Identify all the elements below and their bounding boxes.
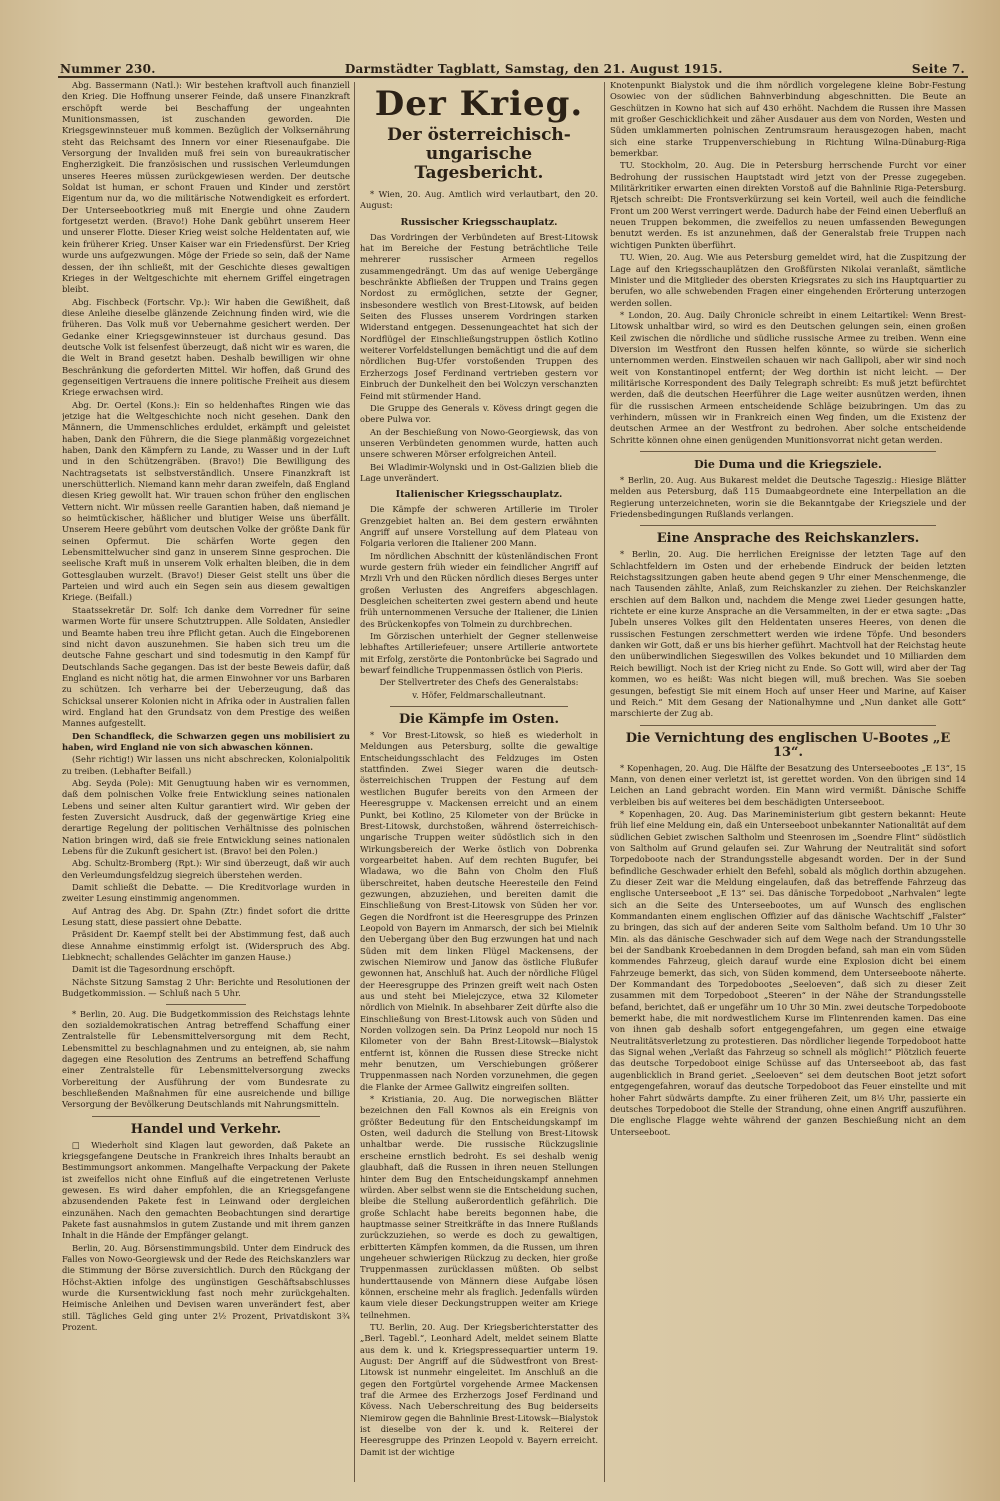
paragraph: Auf Antrag des Abg. Dr. Spahn (Ztr.) findet sofort die dritte Lesung statt, diese passiert ohne Debatte. (62, 905, 350, 928)
paragraph: TU. Berlin, 20. Aug. Der Kriegsberichterstatter des „Berl. Tagebl.“, Leonhard Adelt, meldet seinem Blatte aus dem k. und k. Kriegspressequartier unterm 19. August: Der Angriff auf die Südwestfront von Brest-Litowsk ist nunmehr eingeleitet. Im Anschluß an die gegen den Fortgürtel vorgehende Armee Mackensen traf die Armee des Erzherzogs Josef Ferdinand und Kövess. Nach Ueberschreitung des Bug beiderseits Niemirow gegen die Bahnlinie Brest-Litowsk—Bialystok ist dieselbe von der k. und k. Reiterei der Heeresgruppe des Prinzen Leopold v. Bayern erreicht. Damit ist der wichtige (360, 1321, 598, 1457)
paragraph: * Kristiania, 20. Aug. Die norwegischen Blätter bezeichnen den Fall Kownos als ein Ereignis von größter Bedeutung für den Entscheidungskampf im Osten, weil dadurch die Stellung von Brest-Litowsk unhaltbar werde. Die russische Rückzugslinie erscheine ernstlich bedroht. Es sei deshalb wenig glaubhaft, daß die Russen in ihren neuen Stellungen hinter dem Bug den Entscheidungskampf annehmen würden. Aber selbst wenn sie die Entscheidung suchen, bleibe die Stellung außerordentlich gefährlich. Die große Schlacht habe bereits begonnen habe, die hauptmasse seiner Streitkräfte in das Innere Rußlands zurückzuziehen, so werde es doch zu gewaltigen, erbitterten Kämpfen kommen, da die Russen, um ihren ungeheuer schwierigen Rückzug zu decken, hier große Truppenmassen zurücklassen müßten. Ob selbst hunderttausende von Männern diese Aufgabe lösen können, erscheine mehr als fraglich. Jedenfalls würden kaum viele dieser Deckungstruppen weiter am Kriege teilnehmen. (360, 1094, 598, 1320)
paragraph: Das Vordringen der Verbündeten auf Brest-Litowsk hat im Bereiche der Festung beträchtliche Teile mehrerer russischer Armeen regellos zusammengedrängt. Um das auf wenige Uebergänge beschränkte Abfließen der Truppen und Trains gegen Nordost zu ermöglichen, setzte der Gegner, insbesondere westlich von Brest-Litowsk, auf beiden Seiten des Flusses unserem Vordringen starken Widerstand entgegen. Dessenungeachtet hat sich der Nordflügel der Einschließungstruppen östlich Kotlino weiterer Vorfeldstellungen bemächtigt und die auf dem nördlichen Bug-Ufer vorstoßenden Truppen des Erzherzogs Josef Ferdinand vertrieben gestern vor Einbruch der Dunkelheit den bei Wolczyn verschanzten Feind mit stürmender Hand. (360, 231, 598, 401)
paragraph: Abg. Schultz-Bromberg (Rpt.): Wir sind überzeugt, daß wir auch den Verleumdungsfeldzug siegreich überstehen werden. (62, 858, 350, 880)
column-2 (360, 80, 598, 1485)
paragraph: (Sehr richtig!) Wir lassen uns nicht abschrecken, Kolonialpolitik zu treiben. (Lebhafter Beifall.) (62, 754, 350, 776)
page-number: Seite 7. (911, 62, 965, 76)
issue-number: Nummer 230. (60, 62, 156, 76)
paragraph: * London, 20. Aug. Daily Chronicle schreibt in einem Leitartikel: Wenn Brest-Litowsk unhaltbar wird, so wird es den Deutschen gelungen sein, einen großen Keil zwischen die nördliche und südliche russische Armee zu treiben. Wenn eine Diversion im Westfront den Russen helfen könnte, so würde sie sicherlich unternommen werden. Einstweilen schauen wir nach Gallipoli, aber wir sind noch weit von Konstantinopel entfernt; der Weg dorthin ist nicht leicht. — Der militärische Korrespondent des Daily Telegraph schreibt: Es muß jetzt befürchtet werden, daß die deutschen Heerführer die Lage weiter ausnützen werden, ihnen für die russischen Armeen entscheidende Schläge beizubringen. Um das zu verhindern, müssen wir in Frankreich einen Weg finden, um die Existenz der deutschen Armee an der Westfront zu bedrohen. Aber solche entscheidende Schritte können ohne einen genügenden Munitionsvorrat nicht getan werden. (610, 309, 966, 445)
page-header (60, 52, 965, 76)
section-heading-uboot: Die Vernichtung des englischen U-Bootes „E 13“. (625, 730, 951, 760)
section-heading-duma: Die Duma und die Kriegsziele. (694, 458, 882, 471)
paragraph: Berlin, 20. Aug. Börsenstimmungsbild. Unter dem Eindruck des Falles von Nowo-Georgiewsk und der Rede des Reichskanzlers war die Stimmung der Börse zuversichtlich. Durch den Rückgang der Höchst-Aktien infolge des ungünstigen Geschäftsabschlusses wurde die Kursentwicklung fast noch mehr zurückgehalten. Heimische Anleihen und Devisen waren unverändert fest, aber still. Tägliches Geld ging unter 2½ Prozent, Privatdiskont 3¾ Prozent. (62, 1242, 350, 1333)
paragraph: * Berlin, 20. Aug. Die Budgetkommission des Reichstags lehnte den sozialdemokratischen Antrag betreffend Schaffung einer Zentralstelle für Lebensmittelversorgung mit dem Recht, Lebensmittel zu beschlagnahmen und zu enteignen, ab, sie nahm dagegen eine Resolution des Zentrums an betreffend Schaffung einer Zentralstelle für Lebensmittelversorgung zwecks Vorbereitung der Ausführung der vom Bundesrate zu beschließenden Maßnahmen für eine ausreichende und billige Versorgung der Bevölkerung Deutschlands mit Nahrungsmitteln. (62, 1008, 350, 1110)
column-1 (62, 80, 350, 1485)
masthead-dateline: Darmstädter Tagblatt, Samstag, den 21. August 1915. (344, 62, 723, 76)
paragraph: Abg. Seyda (Pole): Mit Genugtuung haben wir es vernommen, daß dem polnischen Volke freie Entwicklung seines nationalen Lebens und seiner alten Kultur garantiert wird. Wir geben der festen Zuversicht Ausdruck, daß der gegenwärtige Krieg eine derartige Regelung der politischen Verhältnisse des polnischen Nation bringen wird, daß sie freie Entwicklung seines nationalen Lebens für die Zukunft gesichert ist. (Bravo! bei den Polen.) (62, 777, 350, 857)
paragraph: Die Gruppe des Generals v. Kövess dringt gegen die obere Pulwa vor. (360, 402, 598, 425)
section-heading-handel: Handel und Verkehr. (130, 1121, 282, 1137)
signature-line: Der Stellvertreter des Chefs des Generalstabs: (379, 677, 579, 688)
paragraph: Den Schandfleck, die Schwarzen gegen uns mobilisiert zu haben, wird England nie von sich abwaschen können. (62, 730, 350, 752)
paragraph: □ Wiederholt sind Klagen laut geworden, daß Pakete an kriegsgefangene Deutsche in Frankreich ihres Inhalts beraubt an Bestimmungsort ankommen. Mangelhafte Verpackung der Pakete ist zweifellos nicht ohne Einfluß auf die eingetretenen Verluste gewesen. Es wird daher empfohlen, die an Kriegsgefangene abzusendenden Pakete fest in Leinwand oder dergleichen einzunähen. Nach den gemachten Beobachtungen sind derartige Pakete fast ausnahmslos in gutem Zustande und mit ihrem ganzen Inhalt in die Hände der Empfänger gelangt. (62, 1139, 350, 1241)
section-heading-italian-front: Italienischer Kriegsschauplatz. (395, 489, 563, 501)
paragraph: Präsident Dr. Kaempf stellt bei der Abstimmung fest, daß auch diese Annahme einstimmig erfolgt ist. (Widerspruch des Abg. Liebknecht; schallendes Gelächter im ganzen Hause.) (62, 929, 350, 963)
separator (166, 1004, 246, 1005)
war-masthead: Der Krieg. (374, 84, 584, 124)
section-heading-russian-front: Russischer Kriegsschauplatz. (400, 216, 558, 228)
paragraph: Im Görzischen unterhielt der Gegner stellenweise lebhaftes Artilleriefeuer; unsere Artillerie antwortete mit Erfolg, zerstörte die Pontonbrücke bei Sagrado und bewarf feindliche Truppenmassen östlich von Pieris. (360, 631, 598, 676)
paragraph: * Vor Brest-Litowsk, so hieß es wiederholt in Meldungen aus Petersburg, sollte die gewaltige Entscheidungsschlacht des Feldzuges im Osten stattfinden. Zwei Sieger waren die deutsch-österreichischen Truppen der Festung auf dem westlichen Bugufer bereits von den Armeen der Heeresgruppe v. Mackensen erreicht und an einem Punkt, bei Kotlino, 25 Kilometer von der Brücke in Brest-Litowsk, durchstoßen, während österreichisch-ungarische Truppen weiter südöstlich sich in den Wirkungsbereich der Werke östlich von Dobrenka vorgearbeitet haben. Auf dem rechten Bugufer, bei Wladawa, wo die Bahn von Cholm den Fluß überschreitet, haben deutsche Heeresteile den Feind gezwungen, abzuziehen, und bereiten damit die Einschließung von Brest-Litowsk von Süden her vor. Gegen die Nordfront ist die Heeresgruppe des Prinzen Leopold von Bayern im Anmarsch, der sich bei Mielnik den Uebergang über den Bug erzwungen hat und nach Süden mit dem linken Flügel Mackensens, der zwischen Niemirow und Janow das östliche Flußufer gewonnen hat, Anschluß hat. Auch der nördliche Flügel der Heeresgruppe des Prinzen greift weit nach Osten aus und steht bei Mielejczyce, etwa 32 Kilometer nördlich von Mielnik. In absehbarer Zeit dürfte also die Einschließung von Brest-Litowsk auch von Süden und Norden vollzogen sein. Da Prinz Leopold nur noch 15 Kilometer von der Bahn Brest-Litowsk—Bialystok entfernt ist, können die Russen diese Strecke nicht mehr benutzen, um Verschiebungen größerer Truppenmassen nach Norden vorzunehmen, die gegen die Flanke der Armee Gallwitz eingreifen sollten. (360, 730, 598, 1092)
section-heading-east: Die Kämpfe im Osten. (398, 712, 560, 728)
column-divider-1 (354, 82, 355, 1482)
paragraph: Staatssekretär Dr. Solf: Ich danke dem Vorredner für seine warmen Worte für unsere Schutztruppen. Alle Soldaten, Ansiedler und Beamte haben treu ihre Pflicht getan. Auch die Eingeborenen sind nicht davon auszunehmen. Sie haben sich treu um die deutsche Fahne geschart und sind todesmutig in den Kampf für Deutschlands Sache gegangen. Das ist der beste Beweis dafür, daß England es nicht nötig hat, die armen Einwohner vor uns Barbaren zu schützen. Ich verharre bei der Ueberzeugung, daß das Schicksal unserer Kolonien nicht in Afrika oder in Australien fallen wird. England hat den Grundsatz von dem Prestige des weißen Mannes aufgestellt. (62, 604, 350, 729)
separator (390, 706, 568, 707)
column-divider-2 (604, 82, 605, 1482)
column-3 (610, 80, 966, 1485)
paragraph: Damit ist die Tagesordnung erschöpft. (72, 964, 236, 975)
paragraph: TU. Wien, 20. Aug. Wie aus Petersburg gemeldet wird, hat die Zuspitzung der Lage auf den Kriegsschauplätzen den Großfürsten Nikolai veranlaßt, sämtliche Minister und die Mitglieder des obersten Kriegsrates zu sich ins Hauptquartier zu berufen, wo alle schwebenden Fragen einer eingehenden Erörterung unterzogen werden sollen. (610, 252, 966, 308)
separator (640, 451, 936, 452)
paragraph: Damit schließt die Debatte. — Die Kreditvorlage wurden in zweiter Lesung einstimmig angenommen. (62, 882, 350, 904)
paragraph: * Berlin, 20. Aug. Die herrlichen Ereignisse der letzten Tage auf den Schlachtfeldern im Osten und der erhebende Eindruck der beiden letzten Reichstagssitzungen gaben heute abend gegen 9 Uhr einer Menschenmenge, die nach Tausenden zählte, Anlaß, zum Reichskanzler zu ziehen. Der Reichskanzler erschien auf dem Balkon und, nachdem die Menge zwei Lieder gesungen hatte, richtete er eine kurze Ansprache an die Versammelten, in der er etwa sagte: „Das Jubeln unseres Volkes gilt den Heldentaten unseres Heeres, von denen die russischen Festungen zerschmettert werden wie irdene Töpfe. Und besonders danken wir Gott, daß er uns bis hierher geführt. Machtvoll hat der Reichstag heute den unüberwindlichen Siegeswillen des Volkes bekundet und 10 Milliarden dem Reich bewilligt. Noch ist der Krieg nicht zu Ende. So Gott will, wird aber der Tag kommen, wo es heißt: Was nicht biegen will, muß brechen. Was Sie soeben gesungen, befestigt Sie mit einem Hoch auf unser Heer und Marine, auf Kaiser und Reich.“ Mit dem Gesang der Nationalhymne und „Nun danket alle Gott“ marschierte der Zug ab. (610, 549, 966, 719)
separator (640, 525, 936, 526)
paragraph: Abg. Bassermann (Natl.): Wir bestehen kraftvoll auch finanziell den Krieg. Die Hoffnung unserer Feinde, daß unsere Finanzkraft erschöpft werde bei Beschaffung der ungeahnten Munitionsmassen, ist zuschanden geworden. Die Kriegsgewinnsteuer muß kommen. Bezüglich der Volksernährung steht das Reichsamt des Innern vor einer Riesenaufgabe. Die Versorgung der Invaliden muß frei sein von bureaukratischer Engherzigkeit. Die französischen und russischen Verleumdungen unseres Heeres müssen zurückgewiesen werden. Der deutsche Soldat ist human, er schont Frauen und Kinder und zerstört Eigentum nur da, wo die militärische Notwendigkeit es erfordert. Der Unterseebootkrieg muß mit Energie und ohne Zaudern fortgesetzt werden. (Bravo!) Hohe Dank gebührt unserem Heer und unserer Flotte. Dieser Krieg weist solche Heldentaten auf, wie kein früherer Krieg. Unser Kaiser war ein Friedensfürst. Der Krieg wurde uns aufgezwungen. Möge der Friede so sein, daß der Name dessen, der ihn schließt, mit der Geschichte dieses gewaltigen Krieges in der Weltgeschichte mit ehernem Griffel eingetragen bleibt. (62, 80, 350, 295)
paragraph: TU. Stockholm, 20. Aug. Die in Petersburg herrschende Furcht vor einer Bedrohung der russischen Hauptstadt wird jetzt von der Presse zugegeben. Militärkritiker erwarten einen direkten Vorstoß auf die Bahnlinie Riga-Petersburg. Rjetsch schreibt: Die Frontsverkürzung sei kein Vorteil, weil auch die feindliche Front um 200 Werst verringert werde. Dadurch habe der Feind einen Ueberfluß an neuen Truppen bekommen, die zweifellos zu neuen umfassenden Bewegungen benutzt werden. Es ist anzunehmen, daß der Generalstab freie Truppen nach wichtigen Punkten überführt. (610, 160, 966, 250)
paragraph: Knotenpunkt Bialystok und die ihm nördlich vorgelegene kleine Bobr-Festung Osowiec von der südlichen Bahnverbindung abgeschnitten. Die Beute an Geschützen in Kowno hat sich auf 430 erhöht. Nachdem die Russen ihre Massen mit großer Geschicklichkeit und zäher Ausdauer aus dem von Norden, Westen und Süden umklammerten polnischen Zentrumsraum herausgezogen haben, macht sich eine starke Truppenverschiebung in Richtung Wilna-Dünaburg-Riga bemerkbar. (610, 80, 966, 159)
header-rule (58, 76, 968, 78)
section-heading-chancellor: Eine Ansprache des Reichskanzlers. (656, 531, 920, 547)
paragraph: Bei Wladimir-Wolynski und in Ost-Galizien blieb die Lage unverändert. (360, 461, 598, 483)
paragraph: Abg. Dr. Oertel (Kons.): Ein so heldenhaftes Ringen wie das jetzige hat die Weltgeschichte noch nicht gesehen. Dank den Männern, die Ummenschliches erduldet, erkämpft und geleistet haben, Dank den Führern, die die Siege planmäßig vorgezeichnet haben, Dank den Kämpfern zu Lande, zu Wasser und in der Luft und in den Schützengräben. (Bravo!) Die Bewilligung des Nachtragsetats ist selbstverständlich. Unsere Finanzkraft ist unerschütterlich. Niemand kann mehr daran zweifeln, daß England diesen Krieg gewollt hat. Wir trauen schon früher den englischen Vettern nicht. Wir müssen reelle Garantien haben, daß niemand je so heimtückischer, häßlicher und blutiger Weise uns überfällt. Unserem Heere gebührt vom deutschen Volke der größte Dank für seinen Opfermut. Die schärfen Worte gegen den Lebensmittelwucher sind ganz in unserem Sinne gesprochen. Die seelische Kraft muß in unserem Volk erhalten bleiben, die in dem Gottesglauben wurzelt. (Bravo!) Dieser Geist stellt uns über die Parteien und wird auch ein Segen sein aus diesem gewaltigen Kriege. (Beifall.) (62, 399, 350, 603)
paragraph: * Berlin, 20. Aug. Aus Bukarest meldet die Deutsche Tageszig.: Hiesige Blätter melden aus Petersburg, daß 115 Dumaabgeordnete eine Interpellation an die Regierung unterzeichneten, worin sie die Bekanntgabe der Kriegsziele und der Friedensbedingungen Rußlands verlangen. (610, 475, 966, 520)
paragraph: An der Beschießung von Nowo-Georgiewsk, das von unseren Verbündeten genommen wurde, hatten auch unsere schweren Mörser erfolgreichen Anteil. (360, 426, 598, 460)
report-title: Der österreichisch-ungarische Tagesbericht. (387, 125, 571, 183)
paragraph: * Kopenhagen, 20. Aug. Das Marineministerium gibt gestern bekannt: Heute früh lief eine Meldung ein, daß ein Unterseeboot unbekannter Nationalität auf dem südlichen Gebiet zwischen Saltholm und Steenrosen im „Soendre Flint“ südöstlich von Saltholm auf Grund gelaufen sei. Zur Wahrung der Neutralität sind sofort Torpedoboote nach der Strandungsstelle abgesandt worden. Der in der Sund befindliche Geschwader erhielt den Befehl, sobald als möglich dorthin abzugehen. Zu dieser Zeit war die Meldung eingelaufen, daß das betreffende Fahrzeug das englische Unterseeboot „E 13“ sei. Das dänische Torpedoboot „Narhvalen“ legte sich an die Seite des Unterseebootes, um auf Wunsch des englischen Kommandanten einem englischen Offizier auf das dänische Wachtschiff „Falster“ zu bringen, das sich auf der anderen Seite vom Saltholm befand. Um 10 Uhr 30 Min. als das dänische Geschwader sich auf dem Wege nach der Strandungsstelle bei der Sandbank Kroebedannen in dem Drogden befand, sah man ein vom Süden kommendes Fahrzeug, gleich darauf wurde eine Explosion dicht bei einem Fahrzeuge bemerkt, das sich, von Süden kommend, dem Unterseeboote näherte. Der Kommandant des Torpedobootes „Seeloeven“, daß sich zu dieser Zeit zusammen mit dem Torpedoboot „Steeren“ in der Nähe der Strandungsstelle befand, berichtet, daß er ungefähr um 10 Uhr 30 Min. zwei deutsche Torpedoboote bemerkt habe, die mit nordwestlichem Kurse im Flintenrenden kamen. Das eine von ihnen gab deshalb sofort entgegengefahren, um gegen eine etwaige Neutralitätsverletzung zu protestieren. Das nördlicher liegende Torpedoboot hatte das Signal wehen „Verlaßt das Fahrzeug so schnell als möglich!“ Plötzlich feuerte das deutsche Torpedoboot einige Schüsse auf das Unterseeboot ab, das fast augenblicklich in Brand geriet. „Seeloeven“ sei dem deutschen Boot jetzt sofort entgegengefahren, worauf das deutsche Torpedoboot das Feuer einstellte und mit hoher Fahrt südwärts dampfte. Zu einer früheren Zeit, um 8½ Uhr, passierte ein deutsches Torpedoboot die Stelle der Strandung, ohne einen Angriff auszuführen. Die englische Flagge wehte während der ganzen Beschießung nicht an dem Unterseeboot. (610, 808, 966, 1137)
paragraph: Abg. Fischbeck (Fortschr. Vp.): Wir haben die Gewißheit, daß diese Anleihe dieselbe glänzende Zeichnung finden wird, wie die früheren. Das Volk muß vor Uebernahme gesichert werden. Der Gedanke einer Kriegsgewinnsteuer ist durchaus gesund. Das deutsche Volk ist felsenfest überzeugt, daß nicht wir es waren, die die Welt in Brand gesetzt haben. Deshalb bewilligen wir ohne Beschränkung die geforderten Mittel. Wir hoffen, daß Grund des gegenseitigen Vertrauens die innere politische Freiheit aus diesem Kriege erwachsen wird. (62, 296, 350, 398)
paragraph: Die Kämpfe der schweren Artillerie im Tiroler Grenzgebiet halten an. Bei dem gestern erwähnten Angriff auf unsere Vorstellung auf dem Plateau von Folgaria verloren die Italiener 200 Mann. (360, 504, 598, 549)
paragraph: Im nördlichen Abschnitt der küstenländischen Front wurde gestern früh wieder ein feindlicher Angriff auf Mrzli Vrh und den Rücken nördlich dieses Berges unter großen Verlusten des Angreifers abgeschlagen. Desgleichen scheiterten zwei gestern abend und heute früh unternommenen Versuche der Italiener, die Linien des Brückenkopfes von Tolmein zu durchbrechen. (360, 550, 598, 629)
separator (640, 725, 936, 726)
paragraph: * Wien, 20. Aug. Amtlich wird verlautbart, den 20. August: (360, 189, 598, 211)
separator (92, 1116, 320, 1117)
signature-name: v. Höfer, Feldmarschalleutnant. (412, 689, 546, 700)
paragraph: * Kopenhagen, 20. Aug. Die Hälfte der Besatzung des Unterseebootes „E 13“, 15 Mann, von denen einer verletzt ist, ist gerettet worden. Von den übrigen sind 14 Leichen an Land gebracht worden. Ein Mann wird vermißt. Dänische Schiffe verbleiben bis auf weiteres bei dem beschädigten Unterseeboot. (610, 762, 966, 807)
paragraph: Nächste Sitzung Samstag 2 Uhr: Berichte und Resolutionen der Budgetkommission. — Schluß nach 5 Uhr. (62, 976, 350, 999)
